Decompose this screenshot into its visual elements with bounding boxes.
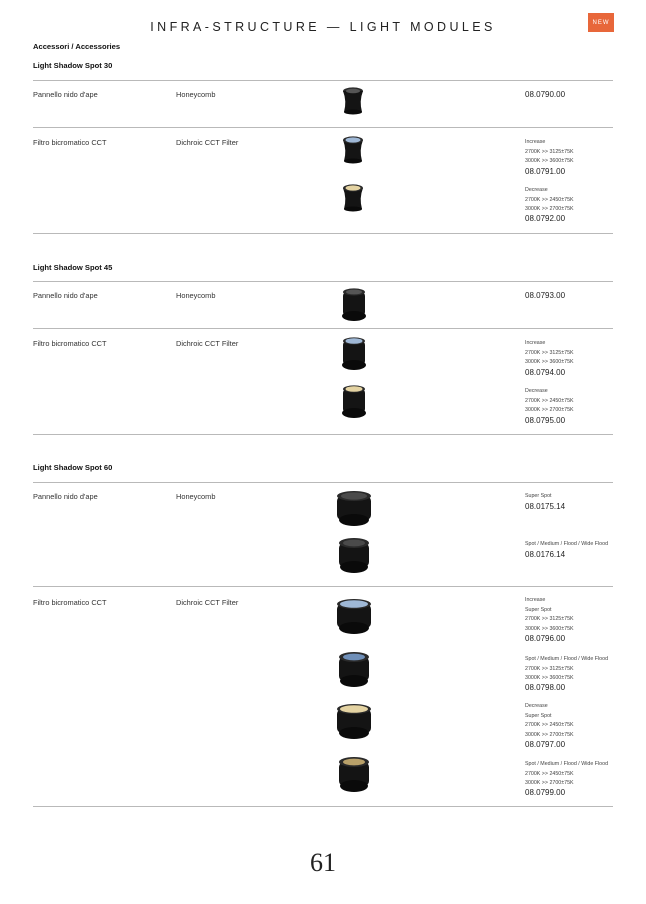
accessory-name-it: Pannello nido d'ape [33, 492, 98, 501]
section-heading: Accessori / Accessories [33, 42, 121, 51]
product-code: 08.0792.00 [525, 214, 566, 223]
divider [33, 328, 613, 329]
spec-text: Super Spot [525, 493, 552, 499]
blue-filter-icon [341, 135, 365, 165]
amber-filter-icon [334, 755, 374, 795]
group-title: Light Shadow Spot 30 [33, 61, 113, 70]
divider [33, 233, 613, 234]
accessory-name-it: Filtro bicromatico CCT [33, 339, 107, 348]
accessory-name-en: Dichroic CCT Filter [176, 339, 239, 348]
product-code: 08.0791.00 [525, 167, 566, 176]
spec-text: Increase 2700K >> 3125±75K 3000K >> 3600±75K [525, 139, 574, 164]
honeycomb-icon [341, 86, 365, 116]
product-code: 08.0175.14 [525, 502, 566, 511]
honeycomb-icon [334, 489, 374, 529]
accessory-name-en: Dichroic CCT Filter [176, 138, 239, 147]
blue-filter-icon [334, 597, 374, 637]
page-number: 61 [310, 848, 336, 877]
spec-text: Spot / Medium / Flood / Wide Flood 2700K >> 3125±75K 3000K >> 3600±75K [525, 656, 609, 681]
divider [33, 281, 613, 282]
divider [33, 482, 613, 483]
amber-filter-icon [334, 702, 374, 742]
page-header-title: INFRA-STRUCTURE — LIGHT MODULES [150, 20, 496, 34]
blue-filter-icon [340, 336, 368, 372]
accessory-name-en: Honeycomb [176, 90, 216, 99]
accessory-name-it: Filtro bicromatico CCT [33, 138, 107, 147]
product-code: 08.0790.00 [525, 90, 566, 99]
divider [33, 586, 613, 587]
product-code: 08.0794.00 [525, 368, 566, 377]
new-badge: NEW [588, 13, 614, 32]
accessory-name-it: Pannello nido d'ape [33, 291, 98, 300]
product-code: 08.0797.00 [525, 740, 566, 749]
spec-text: Decrease 2700K >> 2450±75K 3000K >> 2700±75K [525, 388, 574, 413]
spec-text: Spot / Medium / Flood / Wide Flood 2700K >> 2450±75K 3000K >> 2700±75K [525, 761, 609, 786]
accessory-name-it: Pannello nido d'ape [33, 90, 98, 99]
spec-text: Increase 2700K >> 3125±75K 3000K >> 3600±75K [525, 340, 574, 365]
divider [33, 806, 613, 807]
spec-text: Increase Super Spot 2700K >> 3125±75K 3000K >> 3600±75K [525, 597, 574, 632]
divider [33, 434, 613, 435]
group-title: Light Shadow Spot 60 [33, 463, 113, 472]
accessory-name-en: Dichroic CCT Filter [176, 598, 239, 607]
product-code: 08.0799.00 [525, 788, 566, 797]
spec-text: Decrease 2700K >> 2450±75K 3000K >> 2700±75K [525, 187, 574, 212]
product-code: 08.0793.00 [525, 291, 566, 300]
product-code: 08.0176.14 [525, 550, 566, 559]
honeycomb-icon [334, 536, 374, 576]
group-title: Light Shadow Spot 45 [33, 263, 113, 272]
product-code: 08.0796.00 [525, 634, 566, 643]
spec-text: Decrease Super Spot 2700K >> 2450±75K 3000K >> 2700±75K [525, 703, 574, 738]
amber-filter-icon [341, 183, 365, 213]
honeycomb-icon [340, 287, 368, 323]
product-code: 08.0798.00 [525, 683, 566, 692]
blue-filter-icon [334, 650, 374, 690]
amber-filter-icon [340, 384, 368, 420]
product-code: 08.0795.00 [525, 416, 566, 425]
spec-text: Spot / Medium / Flood / Wide Flood [525, 541, 609, 547]
divider [33, 80, 613, 81]
accessory-name-it: Filtro bicromatico CCT [33, 598, 107, 607]
accessory-name-en: Honeycomb [176, 291, 216, 300]
divider [33, 127, 613, 128]
accessory-name-en: Honeycomb [176, 492, 216, 501]
